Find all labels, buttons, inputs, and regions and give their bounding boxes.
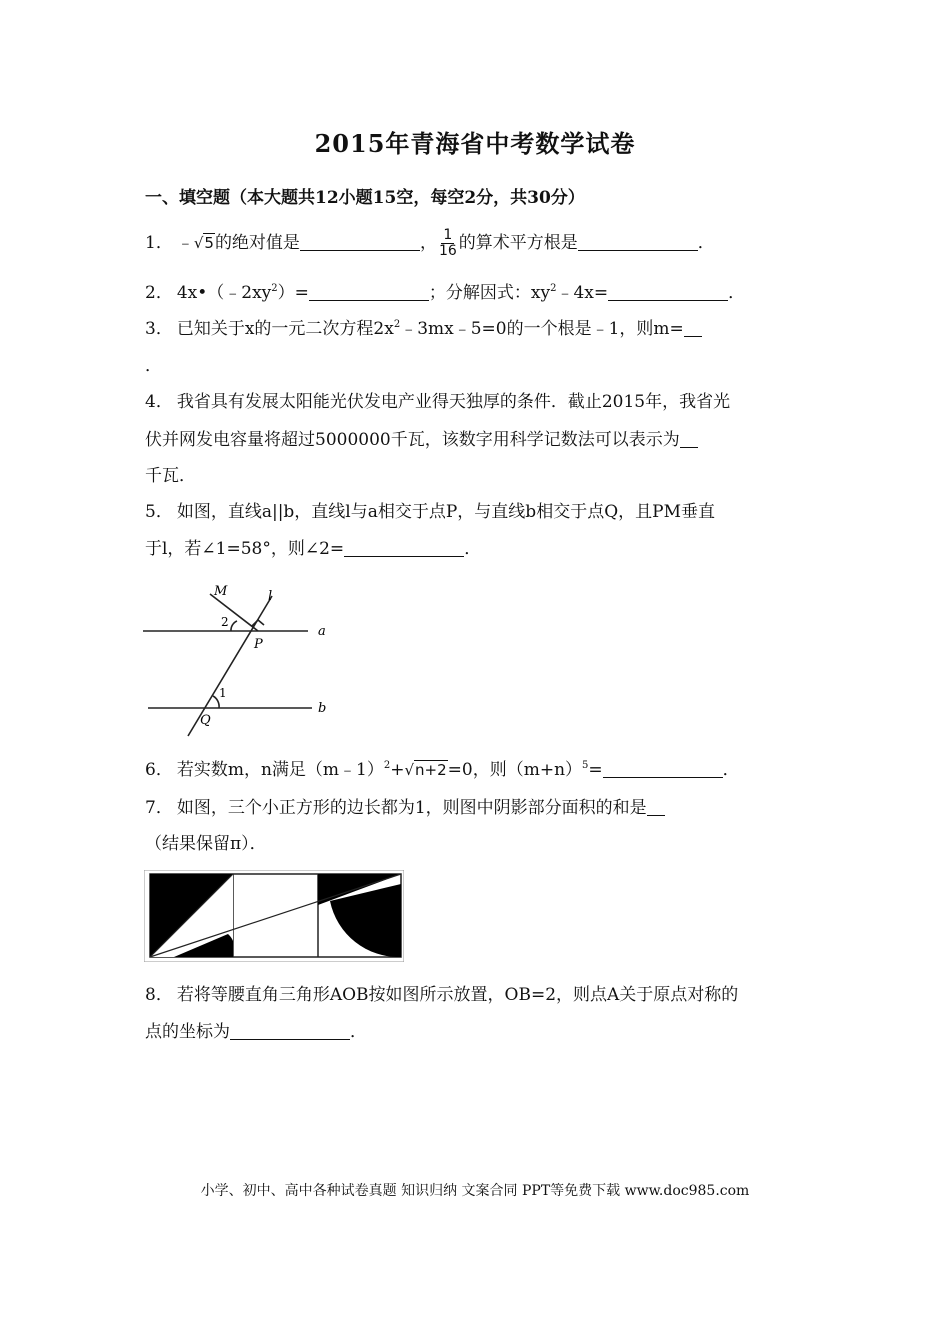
question-4-line-1: 4． 我省具有发展太阳能光伏发电产业得天独厚的条件．截止2015年，我省光	[145, 392, 731, 412]
question-3: 3． 已知关于x的一元二次方程$2x^2﹣3mx﹣5=0$的一个根是﹣1，则m=	[145, 317, 702, 341]
answer-blank[interactable]	[647, 797, 665, 816]
parallel-lines-figure	[140, 578, 340, 738]
answer-blank[interactable]	[680, 429, 698, 448]
question-5-line-1: 5． 如图，直线a||b，直线l与a相交于点P，与直线b相交于点Q，且PM垂直	[145, 502, 715, 522]
label-l: l	[268, 589, 273, 604]
label-angle-1: 1	[219, 686, 227, 700]
question-8-line-2: 点的坐标为 ．	[145, 1022, 367, 1042]
page-title: 2015年青海省中考数学试卷	[314, 129, 636, 158]
section-heading: 一、填空题（本大题共12小题15空，每空2分，共30分）	[145, 188, 585, 208]
question-1: 1． ﹣√5的绝对值是 ， $\frac{1}{16}$ 的算术平方根是 ．	[145, 227, 715, 259]
question-7-line-2: （结果保留π）．	[145, 834, 267, 854]
label-angle-2: 2	[221, 615, 229, 629]
question-6: 6． 若实数m，n满足（m﹣1）$^2$+√n+2=0，则$(m+n)^5=$ ．	[145, 760, 740, 780]
question-4-line-2: 伏并网发电容量将超过5000000千瓦，该数字用科学记数法可以表示为	[145, 428, 698, 452]
label-a: a	[318, 624, 326, 639]
answer-blank[interactable]	[300, 232, 420, 251]
question-4-line-3: 千瓦．	[145, 466, 196, 486]
answer-blank[interactable]	[230, 1021, 350, 1040]
question-3-continuation: ．	[145, 356, 162, 376]
question-5-line-2: 于l，若∠1=58°，则∠2= ．	[145, 539, 482, 559]
answer-blank[interactable]	[309, 282, 429, 301]
question-7-line-1: 7． 如图，三个小正方形的边长都为1，则图中阴影部分面积的和是	[145, 796, 665, 820]
label-Q: Q	[200, 713, 211, 728]
answer-blank[interactable]	[608, 282, 728, 301]
squares-shaded-figure	[144, 870, 404, 962]
answer-blank[interactable]	[684, 318, 702, 337]
question-2: 2． $4x•(﹣2xy^2)=$ ；分解因式：$xy^2﹣4x=$ ．	[145, 283, 746, 303]
sqrt-expression: √n+2	[404, 761, 447, 779]
label-P: P	[254, 637, 263, 652]
page-footer: 小学、初中、高中各种试卷真题 知识归纳 文案合同 PPT等免费下载 www.doc985.com	[200, 1183, 750, 1199]
answer-blank[interactable]	[344, 538, 464, 557]
label-b: b	[318, 701, 327, 716]
answer-blank[interactable]	[578, 232, 698, 251]
answer-blank[interactable]	[603, 759, 723, 778]
label-M: M	[214, 584, 228, 599]
fraction: $\frac{1}{16}$	[438, 227, 457, 259]
sqrt-expression: √5	[193, 234, 214, 252]
question-8-line-1: 8． 若将等腰直角三角形AOB按如图所示放置，OB=2，则点A关于原点对称的	[145, 985, 739, 1005]
